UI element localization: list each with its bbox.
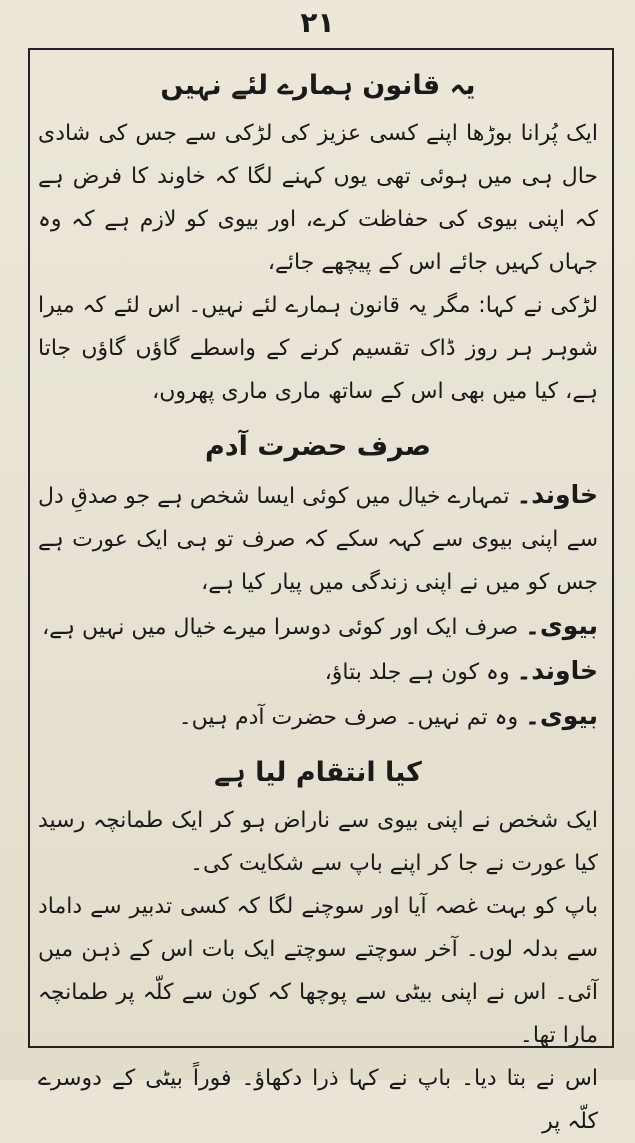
dialogue-line [38, 604, 598, 649]
paragraph: ایک شخص نے اپنی بیوی سے ناراض ہو کر ایک طمانچہ رسید کیا عورت نے جا کر اپنے باپ سے شکایت کی۔ [38, 808, 598, 876]
dialogue-line [38, 473, 598, 604]
speaker-label: بیوی۔ [525, 701, 598, 730]
section-heading: یہ قانون ہمارے لئے نہیں [160, 70, 476, 101]
speaker-label: بیوی۔ [525, 611, 598, 640]
section-heading: کیا انتقام لیا ہے [214, 757, 422, 788]
dialogue-text: صرف ایک اور کوئی دوسرا میرے خیال میں نہیں ہے، [42, 615, 519, 640]
paragraph: اس نے بتا دیا۔ باپ نے کہا ذرا دکھاؤ۔ فوراً بیٹی کے دوسرے کلّہ پر [38, 1066, 598, 1134]
dialogue-line [38, 694, 598, 739]
dialogue-text: وہ کون ہے جلد بتاؤ، [324, 660, 510, 685]
dialogue-text: تمہارے خیال میں کوئی ایسا شخص ہے جو صدقِ دل سے اپنی بیوی سے کہہ سکے کہ صرف تو ہی ایک عورت ہے جس کو میں نے اپنی زندگی میں پیار کیا ہے، [38, 484, 598, 595]
speaker-label: خاوند۔ [516, 656, 598, 685]
paragraph: باپ کو بہت غصہ آیا اور سوچنے لگا کہ کسی تدبیر سے داماد سے بدلہ لوں۔ آخر سوچتے سوچتے ایک بات اس کے ذہن میں آئی۔ اس نے اپنی بیٹی سے پوچھا کہ کون سے کلّہ پر طمانچہ مارا تھا۔ [38, 894, 598, 1048]
dialogue-line [38, 649, 598, 694]
page-number: ۲۱ [300, 6, 335, 39]
page-content [38, 52, 598, 1143]
paragraph: لڑکی نے کہا: مگر یہ قانون ہمارے لئے نہیں۔ اس لئے کہ میرا شوہر ہر روز ڈاک تقسیم کرنے کے واسطے گاؤں گاؤں جاتا ہے، کیا میں بھی اس کے ساتھ ماری ماری پھروں، [38, 293, 598, 404]
speaker-label: خاوند۔ [516, 480, 598, 509]
paragraph: ایک پُرانا بوڑھا اپنے کسی عزیز کی لڑکی سے جس کی شادی حال ہی میں ہوئی تھی یوں کہنے لگا کہ خاوند کا فرض ہے کہ اپنی بیوی کی حفاظت کرے، اور بیوی کو لازم ہے کہ وہ جہاں کہیں جائے اس کے پیچھے جائے، [38, 121, 598, 275]
dialogue-text: وہ تم نہیں۔ صرف حضرت آدم ہیں۔ [178, 705, 519, 730]
section-heading: صرف حضرت آدم [205, 431, 431, 462]
